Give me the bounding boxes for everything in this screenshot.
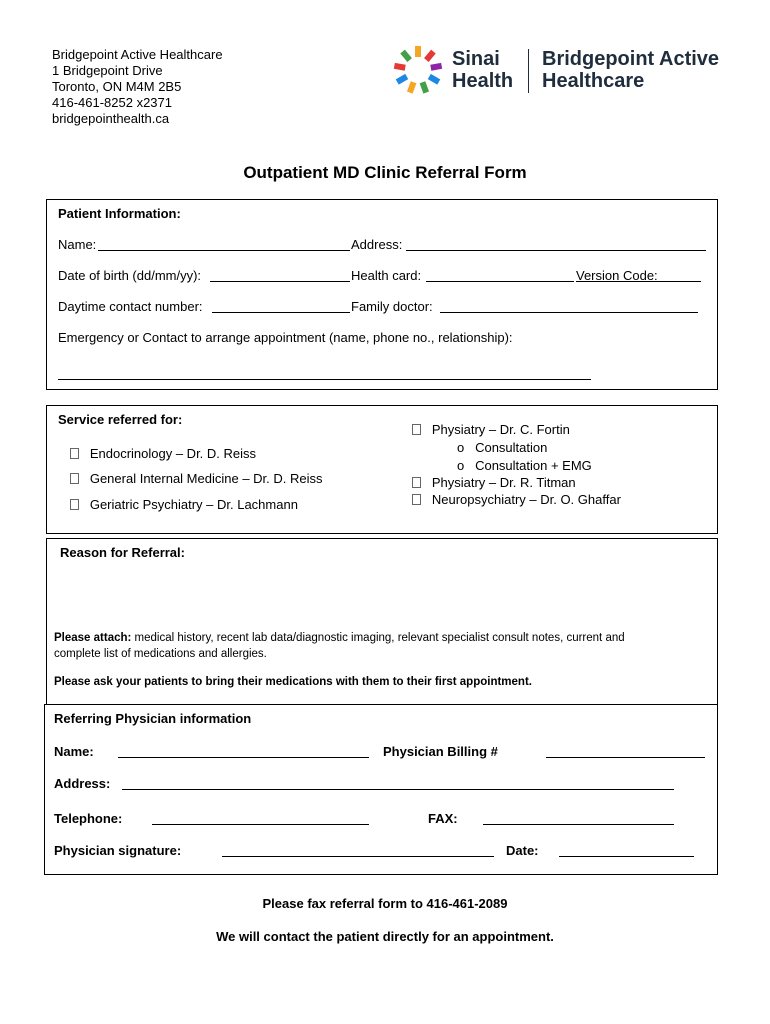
reason-heading: Reason for Referral: — [60, 545, 185, 560]
page-title: Outpatient MD Clinic Referral Form — [243, 163, 527, 182]
contact-instruction: We will contact the patient directly for an appointment. — [216, 929, 554, 944]
service-neuropsychiatry[interactable]: Neuropsychiatry – Dr. O. Ghaffar — [412, 492, 621, 508]
patient-info-section — [46, 199, 718, 390]
medications-note: Please ask your patients to bring their medications with them to their first appointment. — [54, 676, 532, 688]
physician-name-field[interactable] — [118, 757, 369, 758]
patient-address-label: Address: — [351, 237, 403, 252]
service-heading: Service referred for: — [58, 412, 183, 427]
checkbox-icon[interactable] — [70, 448, 79, 459]
checkbox-icon[interactable] — [70, 473, 79, 484]
service-endocrinology[interactable]: Endocrinology – Dr. D. Reiss — [70, 446, 256, 462]
checkbox-icon[interactable] — [70, 499, 79, 510]
physician-address-label: Address: — [54, 776, 111, 791]
physician-signature-label: Physician signature: — [54, 843, 182, 858]
service-geriatric-psychiatry[interactable]: Geriatric Psychiatry – Dr. Lachmann — [70, 497, 298, 513]
org-name: Bridgepoint Active Healthcare — [52, 47, 223, 62]
emergency-contact-label: Emergency or Contact to arrange appointment (name, phone no., relationship): — [58, 330, 513, 345]
org-address — [52, 47, 223, 127]
sub-bullet-icon[interactable]: o — [457, 458, 465, 473]
logo-divider — [528, 49, 529, 93]
org-website: bridgepointhealth.ca — [52, 111, 170, 126]
patient-address-field[interactable] — [406, 250, 706, 251]
physician-telephone-field[interactable] — [152, 824, 369, 825]
service-consultation-emg[interactable]: o Consultation + EMG — [457, 458, 592, 473]
service-physiatry-titman[interactable]: Physiatry – Dr. R. Titman — [412, 475, 576, 491]
checkbox-icon[interactable] — [412, 477, 421, 488]
fax-instruction: Please fax referral form to 416-461-2089 — [262, 896, 508, 911]
starburst-logo-icon — [393, 44, 443, 96]
emergency-contact-field[interactable] — [58, 379, 591, 380]
daytime-contact-label: Daytime contact number: — [58, 299, 203, 314]
org-city: Toronto, ON M4M 2B5 — [52, 79, 182, 94]
health-card-field[interactable] — [426, 281, 574, 282]
health-card-label: Health card: — [351, 268, 422, 283]
sub-bullet-icon[interactable]: o — [457, 440, 465, 455]
physician-heading: Referring Physician information — [54, 711, 252, 726]
version-code-label: Version Code: — [576, 268, 658, 283]
physician-telephone-label: Telephone: — [54, 811, 123, 826]
date-label: Date: — [506, 843, 539, 858]
family-doctor-field[interactable] — [440, 312, 698, 313]
patient-info-heading: Patient Information: — [58, 206, 181, 221]
physician-fax-label: FAX: — [428, 811, 458, 826]
physician-signature-field[interactable] — [222, 856, 494, 857]
family-doctor-label: Family doctor: — [351, 299, 433, 314]
org-phone: 416-461-8252 x2371 — [52, 95, 172, 110]
service-physiatry-fortin[interactable]: Physiatry – Dr. C. Fortin — [412, 422, 570, 438]
service-general-internal-medicine[interactable]: General Internal Medicine – Dr. D. Reiss — [70, 471, 323, 487]
version-code-field[interactable] — [576, 281, 701, 282]
patient-name-label: Name: — [58, 237, 97, 252]
patient-name-field[interactable] — [98, 250, 350, 251]
physician-fax-field[interactable] — [483, 824, 674, 825]
date-field[interactable] — [559, 856, 694, 857]
physician-billing-field[interactable] — [546, 757, 705, 758]
bridgepoint-wordmark: Bridgepoint Active Healthcare — [542, 48, 720, 92]
service-consultation[interactable]: o Consultation — [457, 440, 548, 455]
checkbox-icon[interactable] — [412, 494, 421, 505]
daytime-contact-field[interactable] — [212, 312, 350, 313]
reason-textarea[interactable] — [55, 562, 710, 624]
dob-field[interactable] — [210, 281, 350, 282]
dob-label: Date of birth (dd/mm/yy): — [58, 268, 202, 283]
physician-billing-label: Physician Billing # — [383, 744, 498, 759]
checkbox-icon[interactable] — [412, 424, 421, 435]
sinai-health-wordmark: Sinai Health — [452, 48, 514, 92]
org-street: 1 Bridgepoint Drive — [52, 63, 163, 78]
attach-note: Please attach: medical history, recent lab data/diagnostic imaging, relevant specialist consult notes, current and complete list of medications and allergies. — [54, 632, 625, 660]
physician-address-field[interactable] — [122, 789, 674, 790]
physician-name-label: Name: — [54, 744, 94, 759]
